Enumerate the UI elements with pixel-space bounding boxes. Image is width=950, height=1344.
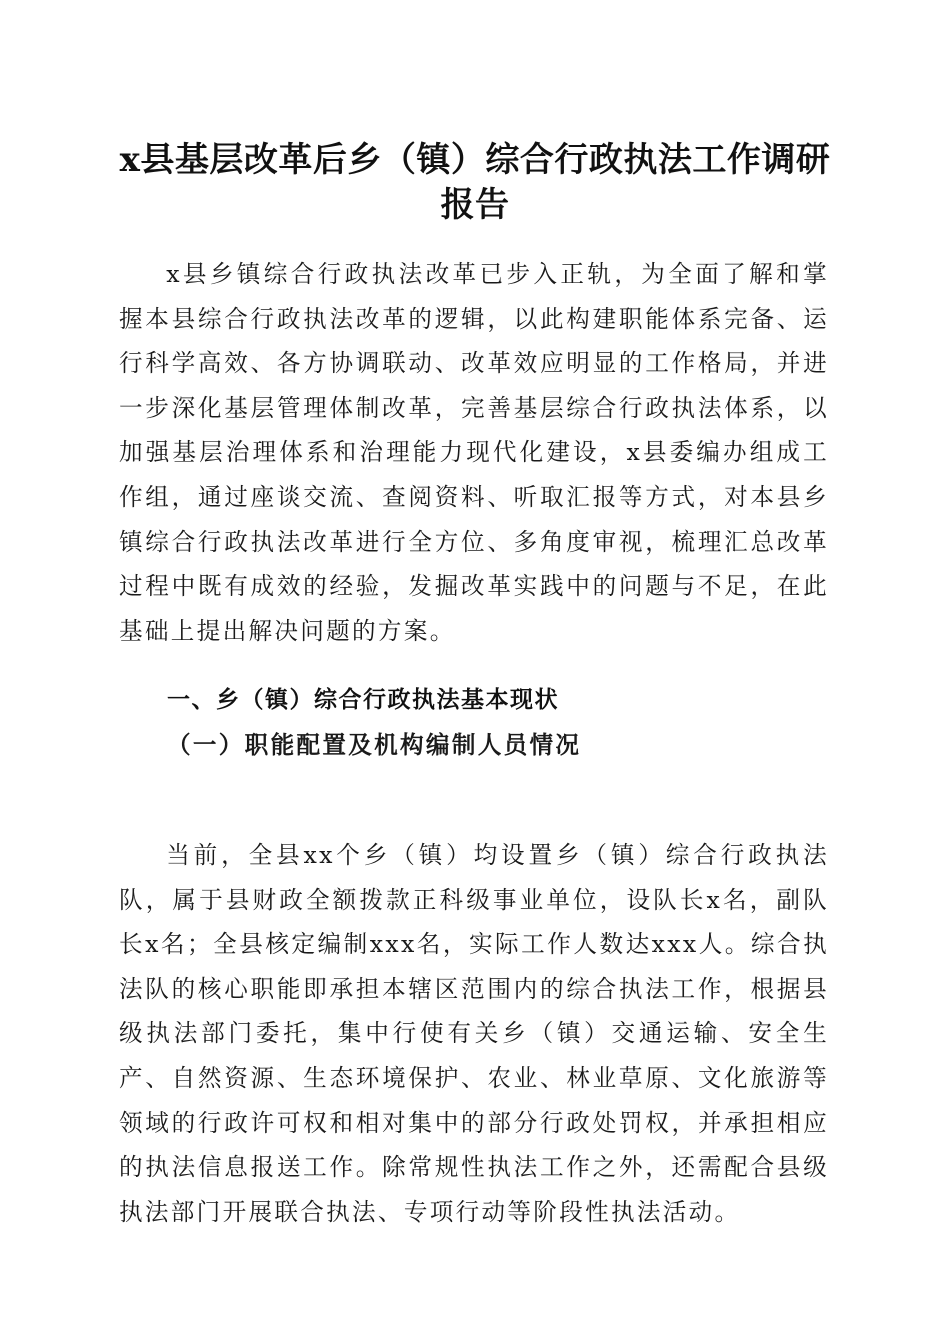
document-title: x县基层改革后乡（镇）综合行政执法工作调研报告 [119,140,831,225]
subsection-paragraph-1: 当前，全县xx个乡（镇）均设置乡（镇）综合行政执法队，属于县财政全额拨款正科级事业单位，设队长x名，副队长x名；全县核定编制xxx名，实际工作人数达xxx人。综合执法队的核心职能即承担本辖区范围内的综合执法工作，根据县级执法部门委托，集中行使有关乡（镇）交通运输、安全生产、自然资源、生态环境保护、农业、林业草原、文化旅游等领域的行政许可权和相对集中的部分行政处罚权，并承担相应的执法信息报送工作。除常规性执法工作之外，还需配合县级执法部门开展联合执法、专项行动等阶段性执法活动。 [119,841,829,1226]
intro-paragraph: x县乡镇综合行政执法改革已步入正轨，为全面了解和掌握本县综合行政执法改革的逻辑，以此构建职能体系完备、运行科学高效、各方协调联动、改革效应明显的工作格局，并进一步深化基层管理体制改革，完善基层综合行政执法体系，以加强基层治理体系和治理能力现代化建设，x县委编办组成工作组，通过座谈交流、查阅资料、听取汇报等方式，对本县乡镇综合行政执法改革进行全方位、多角度审视，梳理汇总改革过程中既有成效的经验，发掘改革实践中的问题与不足，在此基础上提出解决问题的方案。 [119,260,829,645]
subsection-heading-1: （一）职能配置及机构编制人员情况 [167,731,582,759]
section-heading-1: 一、乡（镇）综合行政执法基本现状 [167,687,559,713]
